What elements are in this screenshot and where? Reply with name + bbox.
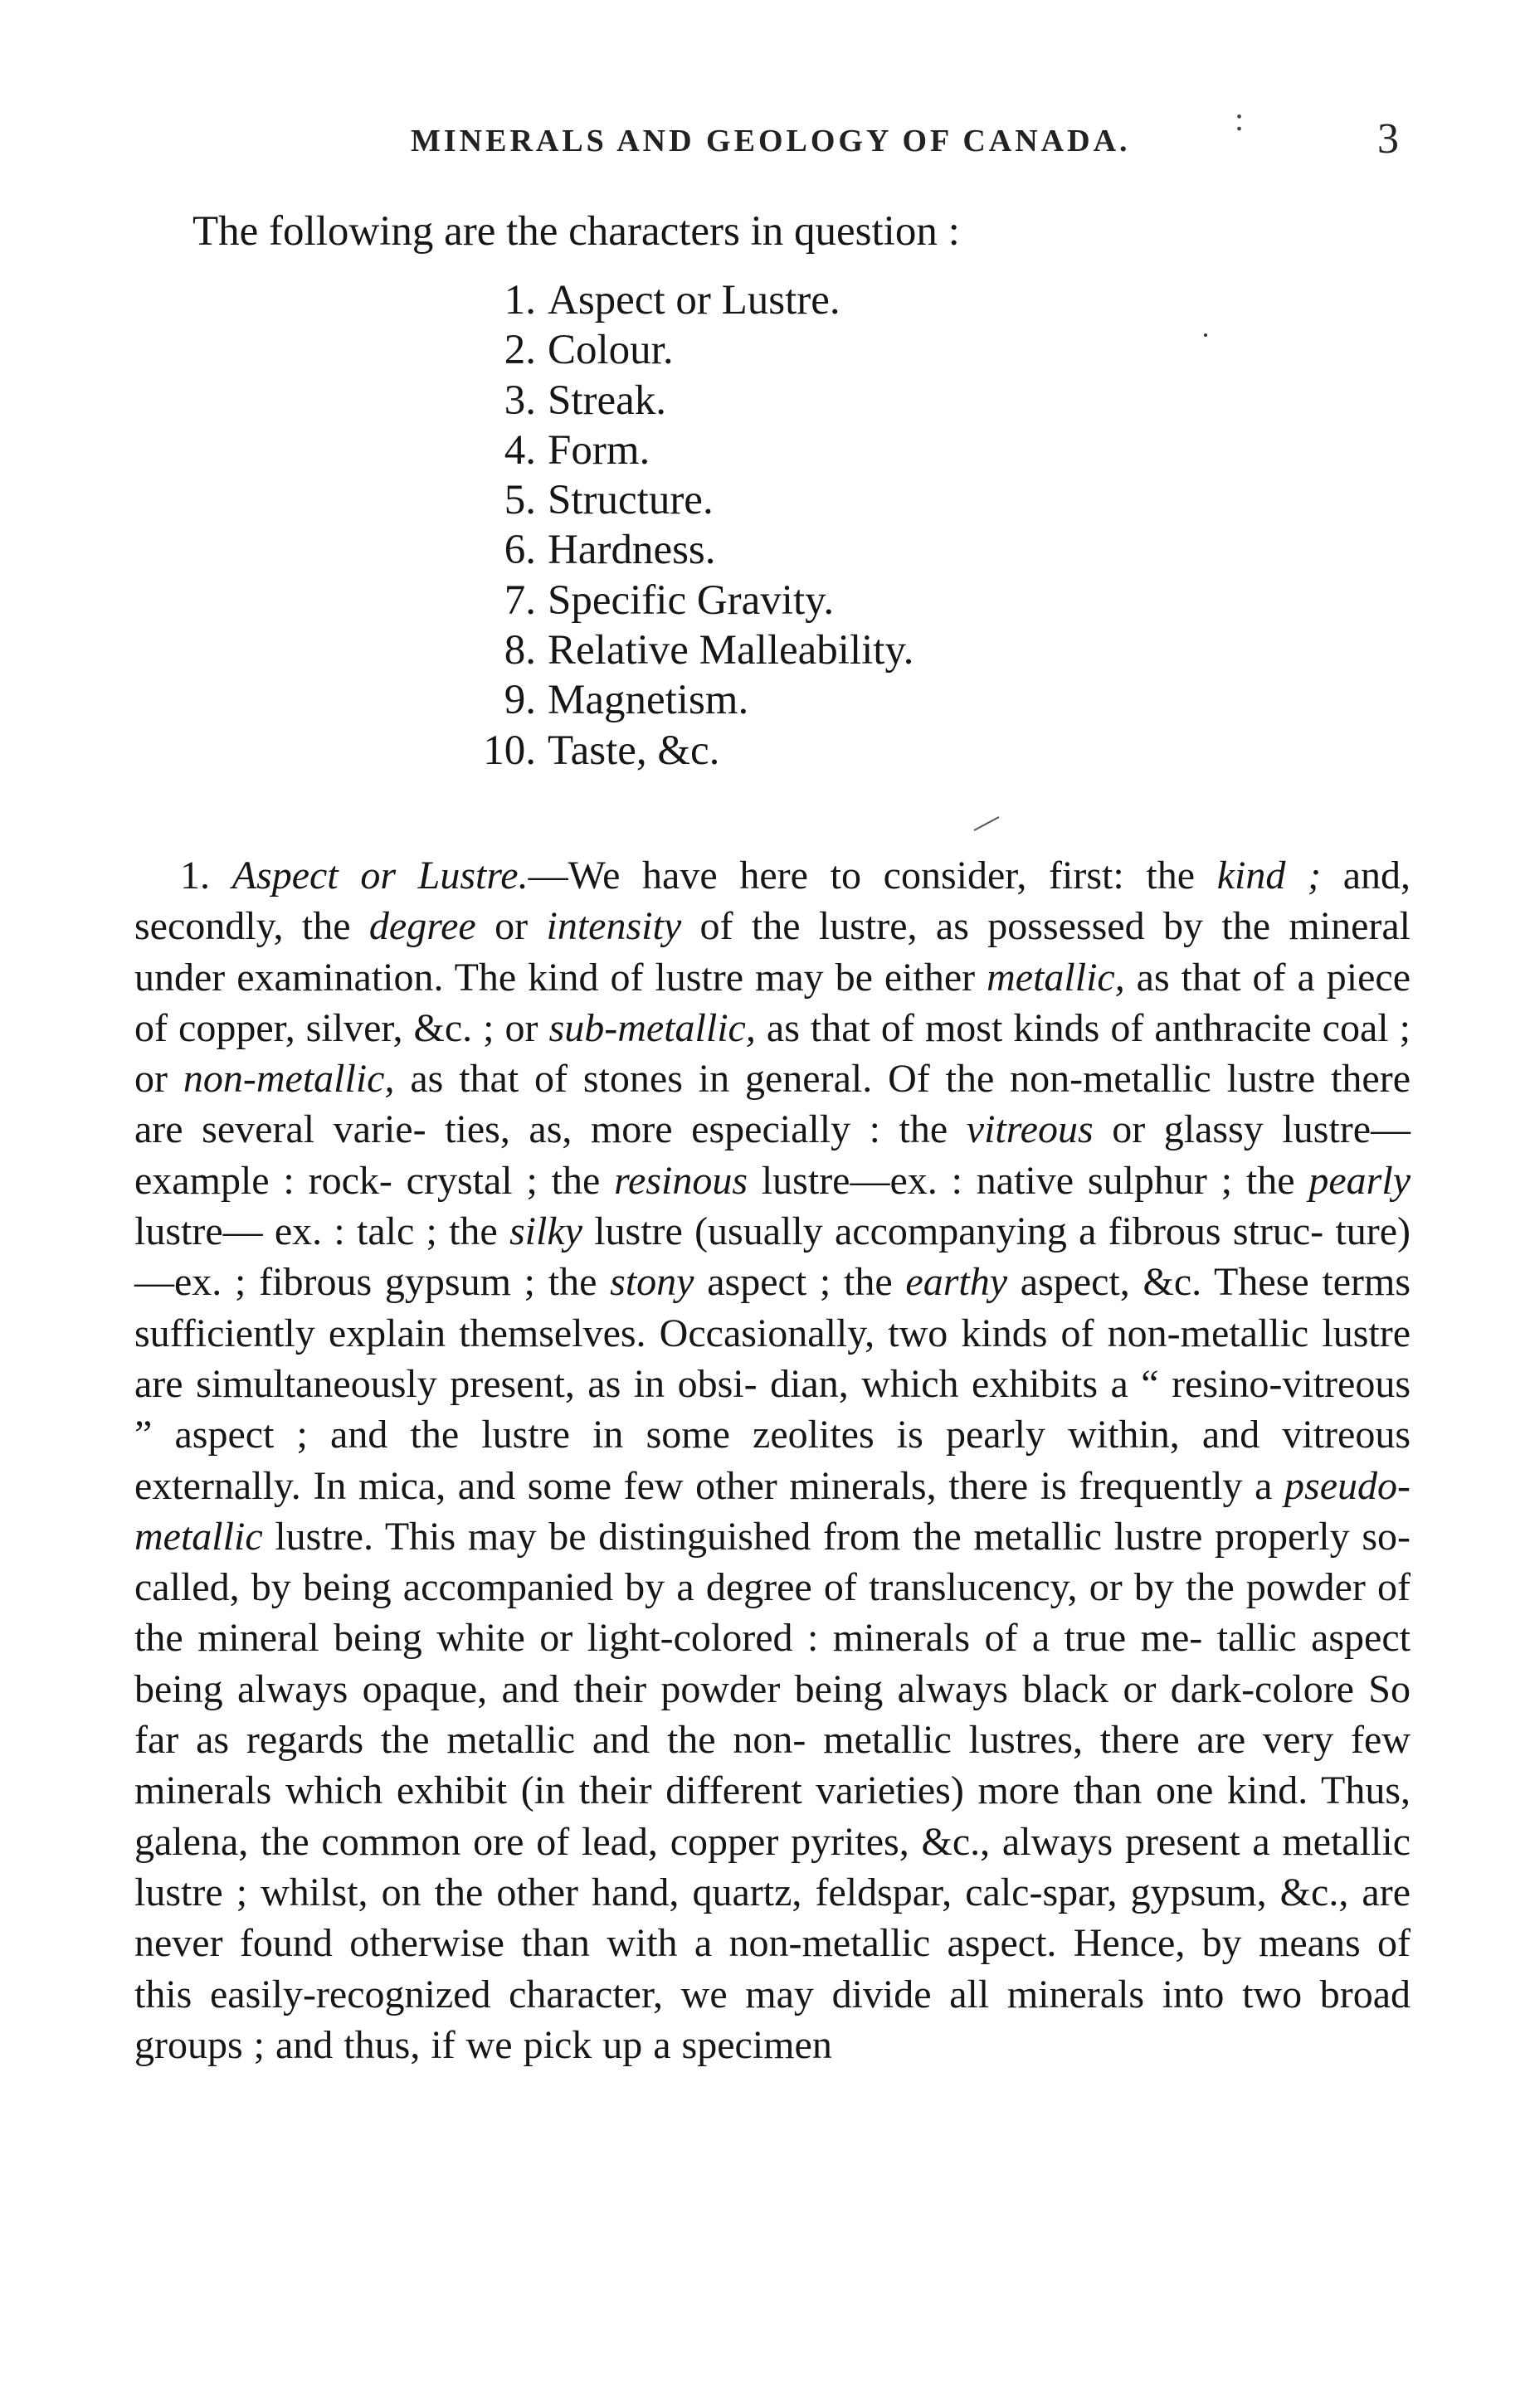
page-number: 3 [1377, 115, 1399, 163]
intro-sentence: The following are the characters in question : [192, 208, 960, 255]
text-run: lustre— ex. : talc ; the [134, 1209, 509, 1254]
italic-term: kind ; [1216, 854, 1322, 898]
text-run: or glassy lustre—example : rock- crystal ; the [134, 1107, 1411, 1203]
list-item [465, 426, 914, 475]
list-item-number: 6. [504, 527, 536, 574]
list-item-number: 10. [483, 727, 536, 774]
text-run: of the lustre, as possessed by the mineral under examination. The kind of lustre may be either [134, 904, 1411, 1000]
text-run: lustre (usually accompanying a fibrous struc- ture)—ex. ; fibrous gypsum ; the [134, 1209, 1411, 1305]
paragraph-body [134, 854, 1411, 2067]
list-item-number: 2. [504, 327, 536, 374]
italic-term: sub-metallic, [548, 1005, 756, 1050]
text-run: lustre. This may be distinguished from the metallic lustre properly so-called, by being accompanied by a degree of translucency, or by the powder of the mineral being white or light-colored : minerals of a true me- tallic aspect being always opaque, and their powder being always black or dark-colore So far as regards the metallic and the non- metallic lustres, there are very few minerals which exhibit (in their different varieties) more than one kind. Thus, galena, the common ore of lead, copper pyrites, &c., always present a metallic lustre ; whilst, on the other hand, quartz, feldspar, calc-spar, gypsum, &c., are never found otherwise than with a non-metallic aspect. Hence, by means of this easily-recognized character, we may divide all minerals into two broad groups ; and thus, if we pick up a specimen [134, 1514, 1411, 2067]
italic-term: intensity [546, 904, 682, 949]
italic-term: pseudo-metallic [134, 1463, 1411, 1559]
list-item-number: 4. [504, 426, 536, 474]
text-run: —We have here to consider, first: the [528, 854, 1217, 898]
list-item-label: Relative Malleability. [548, 627, 914, 674]
list-item-label: Aspect or Lustre. [548, 277, 840, 323]
list-item-number: 7. [504, 576, 536, 624]
italic-term: earthy [905, 1260, 1008, 1305]
italic-term: pearly [1308, 1158, 1411, 1203]
section-number: 1. [180, 854, 210, 898]
list-item-number: 3. [504, 377, 536, 424]
lustre-paragraph [134, 850, 1411, 2070]
running-head: MINERALS AND GEOLOGY OF CANADA. [411, 124, 1131, 158]
characters-list [465, 275, 914, 776]
italic-term: stony [610, 1260, 694, 1305]
italic-term: metallic, [987, 955, 1125, 1000]
list-item-number: 5. [504, 477, 536, 524]
text-run: and, secondly, the [134, 854, 1411, 949]
italic-term: vitreous [966, 1107, 1094, 1152]
list-item [465, 475, 914, 525]
text-run: as that of stones in general. Of the non-metallic lustre there are several varie- ties, as, more especially : the [134, 1057, 1411, 1152]
italic-term: non-metallic, [183, 1057, 395, 1102]
text-run: aspect ; the [694, 1260, 906, 1305]
list-item-label: Taste, &c. [548, 727, 720, 774]
list-item [465, 325, 914, 375]
text-run: or [475, 904, 547, 949]
list-item [465, 525, 914, 575]
list-item [465, 625, 914, 675]
list-item-label: Hardness. [548, 527, 716, 574]
list-item-label: Form. [548, 426, 650, 474]
list-item [465, 726, 914, 776]
list-item-number: 1. [504, 277, 536, 323]
stray-mark [974, 816, 1000, 831]
list-item-number: 9. [504, 677, 536, 724]
text-run: lustre—ex. : native sulphur ; the [748, 1158, 1309, 1203]
list-item-label: Structure. [548, 477, 714, 524]
stray-mark [1204, 333, 1207, 337]
italic-term: silky [509, 1209, 582, 1254]
section-heading: Aspect or Lustre. [231, 854, 529, 898]
italic-term: degree [368, 904, 476, 949]
list-item-label: Specific Gravity. [548, 576, 835, 624]
list-item-number: 8. [504, 627, 536, 674]
list-item-label: Colour. [548, 327, 674, 374]
list-item [465, 376, 914, 426]
stray-mark: : [1235, 100, 1245, 138]
list-item-label: Magnetism. [548, 677, 749, 724]
text-run: as that of a piece of copper, silver, &c. ; or [134, 955, 1411, 1050]
italic-term: resinous [614, 1158, 748, 1203]
list-item [465, 576, 914, 625]
list-item-label: Streak. [548, 377, 667, 424]
list-item [465, 275, 914, 325]
text-run: as that of most kinds of anthracite coal ; or [134, 1005, 1411, 1102]
list-item [465, 675, 914, 725]
text-run: aspect, &c. These terms sufficiently explain themselves. Occasionally, two kinds of non-metallic lustre are simultaneously present, as in obsi- dian, which exhibits a “ resino-vitreous ” aspect ; and the lustre in some zeolites is pearly within, and vitreous externally. In mica, and some few other minerals, there is frequently a [134, 1260, 1411, 1508]
